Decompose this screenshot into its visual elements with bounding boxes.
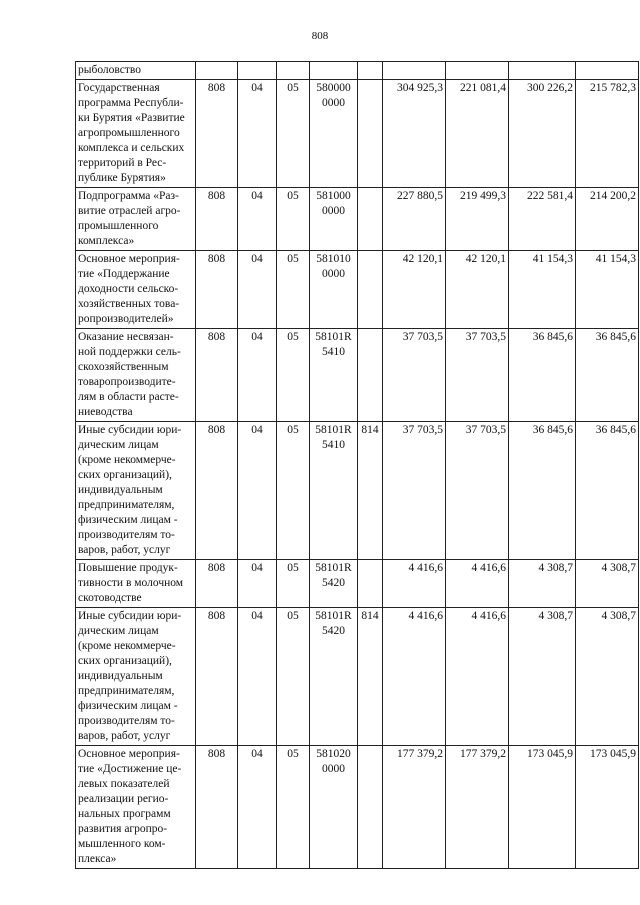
amount-1: 37 703,5 [383,422,446,560]
section-code: 04 [238,560,277,608]
target-article-code: 58101R 5420 [310,608,358,746]
expense-type-code [358,188,383,251]
row-name: Иные субсидии юри- дическим лицам (кроме некоммерче- ских организаций), индивидуальным предпринимателям, физическим лицам - производителям то- варов, работ, услуг [76,608,196,746]
subsection-code: 05 [277,608,310,746]
amount-1: 227 880,5 [383,188,446,251]
amount-2: 219 499,3 [446,188,509,251]
admin-code: 808 [196,560,238,608]
subsection-code: 05 [277,329,310,422]
empty-cell [358,62,383,80]
amount-4: 4 308,7 [576,560,639,608]
empty-cell [446,62,509,80]
amount-4: 4 308,7 [576,608,639,746]
subsection-code: 05 [277,80,310,188]
section-code: 04 [238,608,277,746]
table-row [76,422,639,560]
section-code: 04 [238,746,277,869]
subsection-code: 05 [277,422,310,560]
table-row [76,188,639,251]
row-name: Государственная программа Республи- ки Бурятия «Развитие агропромышленного комплекса и сельских территорий в Рес- публике Бурятия» [76,80,196,188]
budget-table [75,61,639,869]
amount-4: 36 845,6 [576,329,639,422]
empty-cell [576,62,639,80]
amount-2: 177 379,2 [446,746,509,869]
empty-cell [310,62,358,80]
amount-2: 221 081,4 [446,80,509,188]
expense-type-code [358,80,383,188]
amount-2: 42 120,1 [446,251,509,329]
amount-3: 173 045,9 [509,746,576,869]
subsection-code: 05 [277,251,310,329]
table-body [76,62,639,869]
section-code: 04 [238,329,277,422]
amount-3: 36 845,6 [509,422,576,560]
amount-4: 215 782,3 [576,80,639,188]
admin-code: 808 [196,746,238,869]
amount-4: 41 154,3 [576,251,639,329]
table-row [76,251,639,329]
expense-type-code [358,560,383,608]
admin-code: 808 [196,608,238,746]
expense-type-code [358,251,383,329]
table-row [76,80,639,188]
admin-code: 808 [196,251,238,329]
amount-3: 300 226,2 [509,80,576,188]
row-name: Повышение продук- тивности в молочном скотоводстве [76,560,196,608]
amount-4: 214 200,2 [576,188,639,251]
admin-code: 808 [196,188,238,251]
row-name: Подпрограмма «Раз- витие отраслей агро- промышленного комплекса» [76,188,196,251]
amount-3: 41 154,3 [509,251,576,329]
amount-2: 4 416,6 [446,608,509,746]
target-article-code: 581020 0000 [310,746,358,869]
section-code: 04 [238,188,277,251]
page-number: 808 [311,30,329,42]
section-code: 04 [238,80,277,188]
table-row [76,560,639,608]
amount-2: 4 416,6 [446,560,509,608]
section-code: 04 [238,251,277,329]
admin-code: 808 [196,422,238,560]
admin-code: 808 [196,329,238,422]
amount-3: 222 581,4 [509,188,576,251]
amount-1: 304 925,3 [383,80,446,188]
amount-1: 4 416,6 [383,608,446,746]
expense-type-code: 814 [358,422,383,560]
expense-type-code [358,329,383,422]
amount-3: 4 308,7 [509,560,576,608]
amount-1: 37 703,5 [383,329,446,422]
table-row [76,329,639,422]
row-name: Основное мероприя- тие «Достижение це- левых показателей реализации регио- нальных программ развития агропро- мышленного ком- плекса» [76,746,196,869]
table-row [76,608,639,746]
target-article-code: 581010 0000 [310,251,358,329]
amount-4: 36 845,6 [576,422,639,560]
subsection-code: 05 [277,746,310,869]
admin-code: 808 [196,80,238,188]
amount-4: 173 045,9 [576,746,639,869]
row-name: рыболовство [76,62,196,80]
subsection-code: 05 [277,188,310,251]
target-article-code: 581000 0000 [310,188,358,251]
section-code: 04 [238,422,277,560]
amount-1: 4 416,6 [383,560,446,608]
empty-cell [383,62,446,80]
expense-type-code [358,746,383,869]
target-article-code: 58101R 5410 [310,422,358,560]
empty-cell [196,62,238,80]
amount-1: 42 120,1 [383,251,446,329]
row-name: Оказание несвязан- ной поддержки сель- скохозяйственным товаропроизводите- лям в области расте- ниеводства [76,329,196,422]
amount-3: 36 845,6 [509,329,576,422]
row-name: Иные субсидии юри- дическим лицам (кроме некоммерче- ских организаций), индивидуальным предпринимателям, физическим лицам - производителям то- варов, работ, услуг [76,422,196,560]
table-row [76,62,639,80]
amount-2: 37 703,5 [446,422,509,560]
target-article-code: 58101R 5420 [310,560,358,608]
subsection-code: 05 [277,560,310,608]
amount-2: 37 703,5 [446,329,509,422]
table-row [76,746,639,869]
target-article-code: 580000 0000 [310,80,358,188]
row-name: Основное мероприя- тие «Поддержание доходности сельско- хозяйственных това- ропроизводителей» [76,251,196,329]
target-article-code: 58101R 5410 [310,329,358,422]
expense-type-code: 814 [358,608,383,746]
amount-1: 177 379,2 [383,746,446,869]
empty-cell [277,62,310,80]
empty-cell [238,62,277,80]
empty-cell [509,62,576,80]
amount-3: 4 308,7 [509,608,576,746]
